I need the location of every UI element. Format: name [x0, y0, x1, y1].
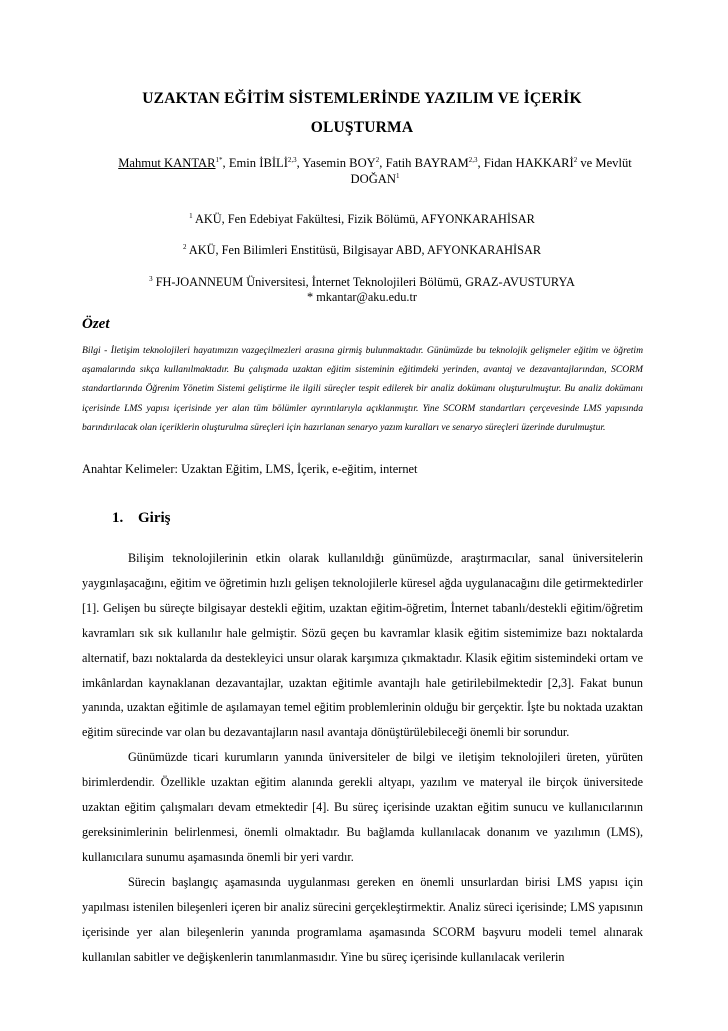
affiliation-mark: 2	[182, 242, 187, 251]
author-list	[95, 155, 655, 187]
affiliation-mark: 1	[189, 211, 193, 220]
author-affiliation-mark: 2	[573, 155, 578, 164]
affiliation-3	[82, 275, 642, 290]
affiliation-mark: 3	[149, 274, 153, 283]
paragraph: Bilişim teknolojilerinin etkin olarak kullanıldığı günümüzde, araştırmacılar, sanal üniversitelerin yaygınlaşacağını, eğitim ve öğretimin hızlı gelişen teknolojilerle küresel ağda uygulanacağını dile getirmektedirler [1]. Gelişen bu süreçte bilgisayar destekli eğitim, uzaktan eğitim-öğretim, İnternet tabanlı/destekli eğitim/öğretim kavramları sık sık kullanılır hale gelmiştir. Sözü geçen bu kavramlar klasik eğitim sistemimize bazı noktalarda alternatif, bazı noktalarda da destekleyici unsur olarak karşımıza çıkmaktadır. Klasik eğitim sistemindeki ortam ve imkânlardan kaynaklanan dezavantajlar, uzaktan eğitimle avantajlı hale getirilebilmektedir [2,3]. Fakat bunun yanında, uzaktan eğitimle de aşılamayan temel eğitim problemlerinin olduğu bir gerçektir. İşte bu noktada uzaktan eğitim sürecinde var olan bu dezavantajların nasıl avantaja dönüştürülebileceği önemli bir sorundur.	[82, 551, 643, 740]
keywords: Anahtar Kelimeler: Uzaktan Eğitim, LMS, İçerik, e-eğitim, internet	[82, 462, 418, 476]
author-name: Mahmut KANTAR	[118, 156, 216, 170]
author-affiliation-mark: 1	[395, 171, 400, 180]
paper-title-line-1: UZAKTAN EĞİTİM SİSTEMLERİNDE YAZILIM VE İÇERİK	[142, 90, 582, 107]
affiliation-1	[82, 212, 642, 227]
author	[484, 156, 596, 170]
author-affiliation-mark: 2,3	[287, 155, 297, 164]
paper-title-line-2: OLUŞTURMA	[310, 119, 414, 136]
section-heading	[112, 510, 171, 527]
author-separator: ,	[296, 156, 303, 170]
author-separator: ,	[477, 156, 484, 170]
author-separator: ,	[379, 156, 386, 170]
author-affiliation-mark: 1*	[215, 155, 223, 164]
author-affiliation-mark: 2	[375, 155, 380, 164]
author-name: Mevlüt DOĞAN	[350, 156, 632, 186]
section-title: Giriş	[138, 510, 171, 526]
paragraph: Sürecin başlangıç aşamasında uygulanması gereken en önemli unsurlardan birisi LMS yapısı için yapılması istenilen bileşenleri içeren bir analiz sürecini gerçekleştirmektir. Analiz süreci içerisinde; LMS yapısının içerisinde yer alan bileşenlerin yanında programlama aşamasında SCORM başvuru modeli temel alınarak kullanılan sabitler ve değişkenlerin tanımlanmasıdır. Yine bu süreç içerisinde kullanılacak verilerin	[82, 874, 643, 964]
author-name: Fidan HAKKARİ	[483, 156, 574, 170]
author	[303, 156, 386, 170]
author-separator: ,	[222, 156, 229, 170]
author-affiliation-mark: 2,3	[468, 155, 478, 164]
author-name: Emin İBİLİ	[228, 156, 288, 170]
paragraph: Günümüzde ticari kurumların yanında üniversiteler de bilgi ve iletişim teknolojileri üreten, yürüten birimlerdendir. Özellikle uzaktan eğitim alanında gerekli altyapı, yazılım ve materyal ile birçok üniversitede uzaktan eğitim çalışmaları devam etmektedir [4]. Bu süreç içerisinde uzaktan eğitim sunucu ve kullanıcılarının gereksinimlerinin belirlenmesi, önemli olmaktadır. Bu bağlamda kullanılacak donanım ve yazılımın (LMS), kullanıcılara sunumu aşamasında önemli bir yeri vardır.	[82, 750, 643, 864]
affiliation-text: FH-JOANNEUM Üniversitesi, İnternet Teknolojileri Bölümü, GRAZ-AVUSTURYA	[155, 275, 575, 289]
body-text	[82, 546, 643, 969]
author-separator: ve	[577, 156, 596, 170]
author-name: Yasemin BOY	[302, 156, 376, 170]
author-name: Fatih BAYRAM	[385, 156, 469, 170]
corresponding-email: * mkantar@aku.edu.tr	[306, 290, 417, 304]
affiliation-text: AKÜ, Fen Edebiyat Fakültesi, Fizik Bölümü, AFYONKARAHİSAR	[195, 212, 535, 226]
author	[386, 156, 484, 170]
author	[229, 156, 303, 170]
abstract-text: Bilgi - İletişim teknolojileri hayatımızın vazgeçilmezleri arasına girmiş bulunmaktadır. Günümüzde bu teknolojik gelişmeler eğitim ve öğretim aşamalarında sıkça kullanılmaktadır. Bu çalışmada uzaktan eğitim sisteminin eğitimdeki yerinden, avantaj ve dezavantajlarından, SCORM standartlarında Öğrenim Yönetim Sistemi geliştirme ile ilgili süreçler tespit edilerek bir analiz dokümanı oluşturulmuştur. Bu analiz dokümanı içerisinde LMS yapısı içerisinde yer alan tüm bölümler ayrıntılarıyla açıklanmıştır. Yine SCORM standartları çerçevesinde LMS yapısında barındırılacak olan içeriklerin oluşturulma süreçleri için hazırlanan senaryo yazım kuralları ve senaryo süreçleri üzerinde durulmuştur.	[82, 345, 643, 433]
affiliation-2	[82, 243, 642, 258]
affiliation-text: AKÜ, Fen Bilimleri Enstitüsü, Bilgisayar ABD, AFYONKARAHİSAR	[188, 243, 542, 257]
section-number: 1.	[112, 510, 124, 526]
abstract-heading: Özet	[82, 316, 110, 332]
author	[118, 156, 229, 170]
